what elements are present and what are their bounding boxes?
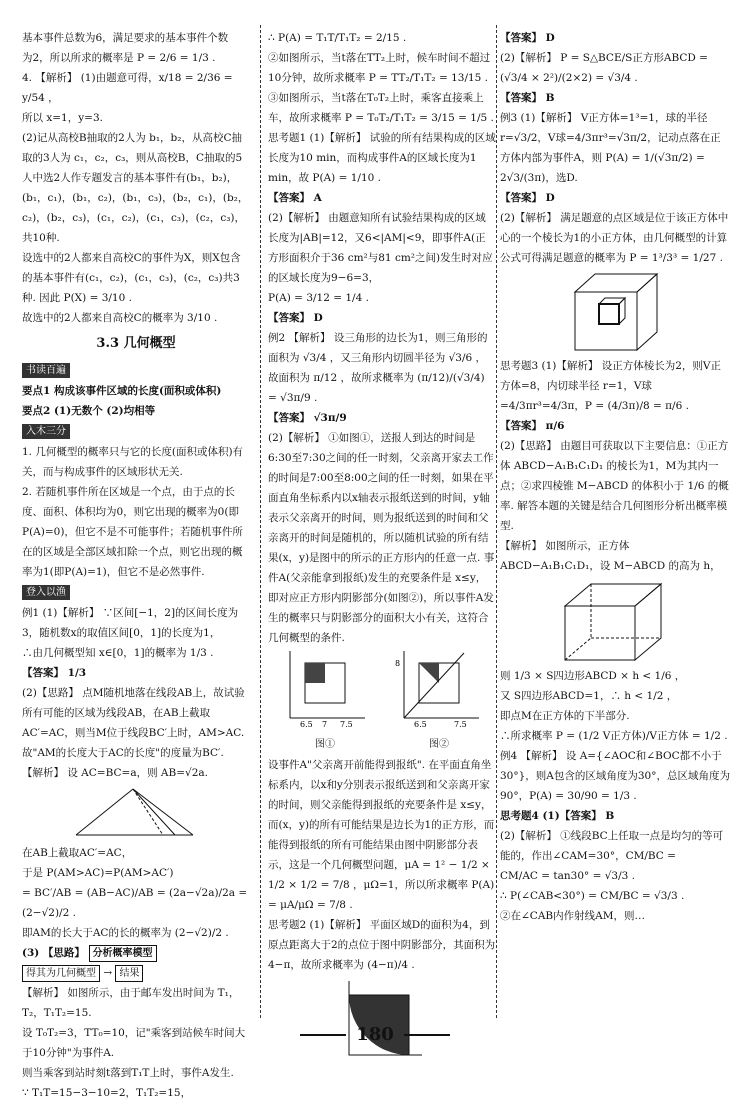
key-point: 要点1 构成该事件区域的长度(面积或体积) [22, 385, 222, 397]
column-divider [260, 25, 261, 1018]
text-paragraph: 【解析】 如图所示，正方体 ABCD−A₁B₁C₁D₁，设 M−ABCD 的高为 h， [500, 540, 721, 572]
figure-caption: 图② [429, 739, 449, 750]
text-line: 在AB上截取AC′=AC， [22, 847, 133, 859]
divider [300, 1034, 346, 1036]
axis-tick: 8 [395, 659, 401, 668]
square-region-figure [394, 648, 484, 728]
text-line: ∴由几何概型知 x∈[0，1]的概率为 1/3 . [22, 647, 214, 659]
text-line: = BC′/AB = (AB−AC)/AB = (2a−√2a)/2a = (2−√2)/2 . [22, 887, 248, 919]
text-line: (2)【解析】 P = S△BCE/S正方形ABCD = (√3/4 × 2²)/(2×2) = √3/4 . [500, 52, 708, 84]
text-paragraph: 1. 几何概型的概率只与它的长度(面积或体积)有关，而与构成事件的区域形状无关. [22, 446, 244, 478]
text-paragraph: 则当乘客到站时刻t落到T₁T上时，事件A发生. [22, 1067, 234, 1079]
square-region-figure [280, 648, 370, 728]
text-line: 基本事件总数为6，满足要求的基本事件个数 [22, 32, 229, 44]
text-paragraph: (2)【解析】 由题意知所有试验结果构成的区域长度为|AB|=12，又6<|AM|<9，即事件A(正方形面积介于36 cm²与81 cm²之间)发生时对应的区域长度为9−6=3， [268, 212, 493, 284]
axis-tick: 7.5 [454, 720, 467, 728]
answer-line: 【答案】 √3π/9 [268, 412, 347, 424]
answer-line: 【答案】 1/3 [22, 667, 87, 679]
column-middle [268, 28, 496, 1065]
text-paragraph: 思考题3 (1)【解析】 设正方体棱长为2，则V正方体=8，内切球半径 r=1，V球=4/3πr³=4/3π，P = (4/3π)/8 = π/6 . [500, 360, 721, 412]
flow-row: 得其为几何概型 → 结果 [22, 963, 250, 983]
text-paragraph: 思考题2 (1)【解析】 平面区域D的面积为4，到原点距离大于2的点位于图中阴影部分，其面积为4−π，故所求概率为 (4−π)/4 . [268, 919, 496, 971]
figure-2 [394, 648, 484, 755]
answer-line: 【答案】 D [268, 312, 323, 324]
axis-tick: 7.5 [340, 720, 353, 728]
text-paragraph: 设选中的2人都来自高校C的事件为X，则X包含的基本事件有(c₁，c₂)，(c₁，c₃)，(c₂，c₃)共3种. 因此 P(X) = 3/10 . [22, 252, 241, 304]
answer-line: 思考题4 (1)【答案】 B [500, 810, 615, 822]
text-line: 【解析】 设 AC=BC=a，则 AB=√2a. [22, 767, 208, 779]
text-line: ∴ P(∠CAB<30°) = CM/BC = √3/3 . [500, 890, 685, 902]
flow-box: 分析概率模型 [89, 945, 157, 962]
answer-line: 【答案】 D [500, 192, 555, 204]
text-paragraph: 例1 (1)【解析】 ∵区间[−1，2]的区间长度为3，随机数x的取值区间[0，1]的长度为1， [22, 607, 239, 639]
answer-line: 【答案】 D [500, 32, 555, 44]
figure-1 [280, 648, 370, 755]
text-paragraph: 例4 【解析】 设 A={∠AOC和∠BOC都不小于30°}，则A包含的区域角度为30°，总区域角度为90°，P(A) = 30/90 = 1/3 . [500, 750, 730, 802]
axis-tick: 7 [322, 720, 328, 728]
cube-in-cube-figure [565, 270, 665, 354]
text-paragraph: 【解析】 如图所示，由于邮车发出时间为 T₁，T₂，T₁T₂=15. [22, 987, 240, 1019]
figure-row [268, 648, 496, 755]
axis-tick: 6.5 [414, 720, 427, 728]
answer-line: 【答案】 π/6 [500, 420, 565, 432]
text-line: 即AM的长大于AC的长的概率为 (2−√2)/2 . [22, 927, 229, 939]
text-line: P(A) = 3/12 = 1/4 . [268, 292, 369, 304]
text-line: 又 S四边形ABCD=1，∴ h < 1/2 ， [500, 690, 678, 702]
idea-label: (3) 【思路】 [22, 947, 85, 959]
triangle-figure [71, 785, 201, 841]
text-paragraph: 2. 若随机事件所在区域是一个点，由于点的长度、面积、体积均为0，则它出现的概率为0(即P(A)=0)，但它不是不可能事件；若随机事件所在的区域是全部区域扣除一个点，则它出现的概率为1(即P(A)=1)，但它不是必然事件. [22, 486, 243, 578]
section-tag: 入木三分 [22, 424, 70, 439]
text-paragraph: 设事件A"父亲离开前能得到报纸". 在平面直角坐标系内，以x和y分别表示报纸送到和父亲离开家的时间，则父亲能得到报纸的充要条件是 x≤y，而(x，y)的所有可能结果是边长为1的正方形，而能得到报纸的所有可能结果由图中阴影部分表示，这是一个几何概型问题，μA = 1² − 1/2 × 1/2 × 1/2 = 7/8 ，μΩ=1，所以所求概率 P(A) = μA/μΩ = 7/8 . [268, 759, 495, 911]
text-line: ②在∠CAB内作射线AM，则… [500, 910, 645, 922]
text-line: ∴所求概率 P = (1/2 V正方体)/V正方体 = 1/2 . [500, 730, 728, 742]
text-paragraph: 设 T₀T₂=3，TT₀=10，记"乘客到站候车时间大于10分钟"为事件A. [22, 1027, 246, 1059]
column-right [500, 28, 730, 926]
text-paragraph: ②如图所示，当t落在TT₂上时，候车时间不超过10分钟，故所求概率 P = TT₂/T₁T₂ = 13/15 . [268, 52, 491, 84]
text-paragraph: (2)【思路】 点M随机地落在线段AB上，故试验所有可能的区域为线段AB，在AB上截取AC′=AC，则当M位于线段BC′上时，AM>AC. 故"AM的长度大于AC的长度"的度量为BC′. [22, 687, 245, 759]
text-line [22, 943, 250, 963]
section-tag: 登入以渔 [22, 585, 70, 600]
divider [404, 1034, 450, 1036]
key-point: 要点2 (1)无数个 (2)均相等 [22, 405, 156, 417]
text-paragraph: (2)【解析】 ①如图①，送报人到达的时间是6:30至7:30之间的任一时刻，父亲离开家去工作的时间是7:00至8:00之间的任一时刻，如果在平面直角坐标系内以x轴表示报纸送到的时间，y轴表示父亲离开的时间，则为报纸送到的时间和父亲离开的时间是随机的，所以随机试验的所有结果(x，y)是图中的所示的正方形内的任意一点. 事件A(父亲能拿到报纸)发生的充要条件是 x≤y，即对应正方形内阴影部分(如图②)，所以事件A发生的概率只与阴影部分的面积大小有关，这符合几何概型的条件. [268, 432, 495, 644]
text-line: 故选中的2人都来自高校C的概率为 3/10 . [22, 312, 218, 324]
section-tag: 书读百遍 [22, 363, 70, 378]
page-number-text: 180 [356, 1024, 394, 1045]
flow-box: 得其为几何概型 [22, 965, 100, 982]
page-number [0, 1024, 750, 1045]
text-line: 4. 【解析】 (1)由题意可得，x/18 = 2/36 = y/54 ， [22, 72, 233, 104]
text-paragraph: 例2 【解析】 设三角形的边长为1，则三角形的面积为 √3/4 ，又三角形内切圆半径为 √3/6 ， [268, 332, 488, 364]
column-left [22, 28, 250, 1103]
text-line: 为2，所以所求的概率是 P = 2/6 = 1/3 . [22, 52, 216, 64]
text-line: 故面积为 π/12 ，故所求概率为 (π/12)/(√3/4) = √3π/9 . [268, 372, 485, 404]
figure-caption: 图① [315, 739, 335, 750]
section-title: 3.3 几何概型 [96, 336, 176, 351]
text-paragraph: (2)【思路】 由题目可获取以下主要信息：①正方体 ABCD−A₁B₁C₁D₁ 的棱长为1，M为其内一点；②求四棱锥 M−ABCD 的体积小于 1/6 的概率. 解答本题的关键是结合几何图形分析出概率模型. [500, 440, 729, 532]
text-line: 则 1/3 × S四边形ABCD × h < 1/6 ， [500, 670, 686, 682]
text-line: ∴ P(A) = T₁T/T₁T₂ = 2/15 . [268, 32, 407, 44]
column-divider [496, 25, 497, 1018]
text-line: ∵ T₁T=15−3−10=2，T₁T₂=15， [22, 1087, 192, 1099]
text-line: 于是 P(AM>AC)=P(AM>AC′) [22, 867, 174, 879]
text-paragraph: ③如图所示，当t落在T₀T₂上时，乘客直接乘上车，故所求概率 P = T₀T₂/T₁T₂ = 3/15 = 1/5 . [268, 92, 494, 124]
text-line: 即点M在正方体的下半部分. [500, 710, 630, 722]
text-paragraph: (2)记从高校B抽取的2人为 b₁，b₂，从高校C抽取的3人为 c₁，c₂，c₃，则从高校B，C抽取的5人中选2人作专题发言的基本事件有(b₁，b₂)，(b₁，c₁)，(b₁，c₂)，(b₁，c₃)，(b₂，c₁)，(b₂，c₂)，(b₂，c₃)，(c₁，c₂)，(c₁，c₃)，(c₂，c₃)，共10种. [22, 132, 249, 244]
text-paragraph: (2)【解析】 满足题意的点区域是位于该正方体中心的一个棱长为1的小正方体，由几何概型的计算公式可得满足题意的概率为 P = 1³/3³ = 1/27 . [500, 212, 729, 264]
text-paragraph: 例3 (1)【解析】 V正方体=1³=1，球的半径 r=√3/2，V球=4/3πr³=√3π/2，记动点落在正方体内部为事件A，则 P(A) = 1/(√3π/2) = 2√3/(3π)，选D. [500, 112, 721, 184]
quarter-circle-figure [337, 977, 427, 1063]
answer-line: 【答案】 A [268, 192, 322, 204]
flow-box: 结果 [115, 965, 143, 982]
answer-line: 【答案】 B [500, 92, 555, 104]
text-line: CM/AC = tan30° = √3/3 . [500, 870, 636, 882]
text-paragraph: (2)【解析】 ①线段BC上任取一点是均匀的等可能的，作出∠CAM=30°，CM/BC = [500, 830, 724, 862]
text-line: 所以 x=1，y=3. [22, 112, 103, 124]
axis-tick: 6.5 [300, 720, 313, 728]
text-paragraph: 思考题1 (1)【解析】 试验的所有结果构成的区域长度为10 min，而构成事件A的区域长度为1 min，故 P(A) = 1/10 . [268, 132, 496, 184]
cube-figure [555, 578, 675, 664]
